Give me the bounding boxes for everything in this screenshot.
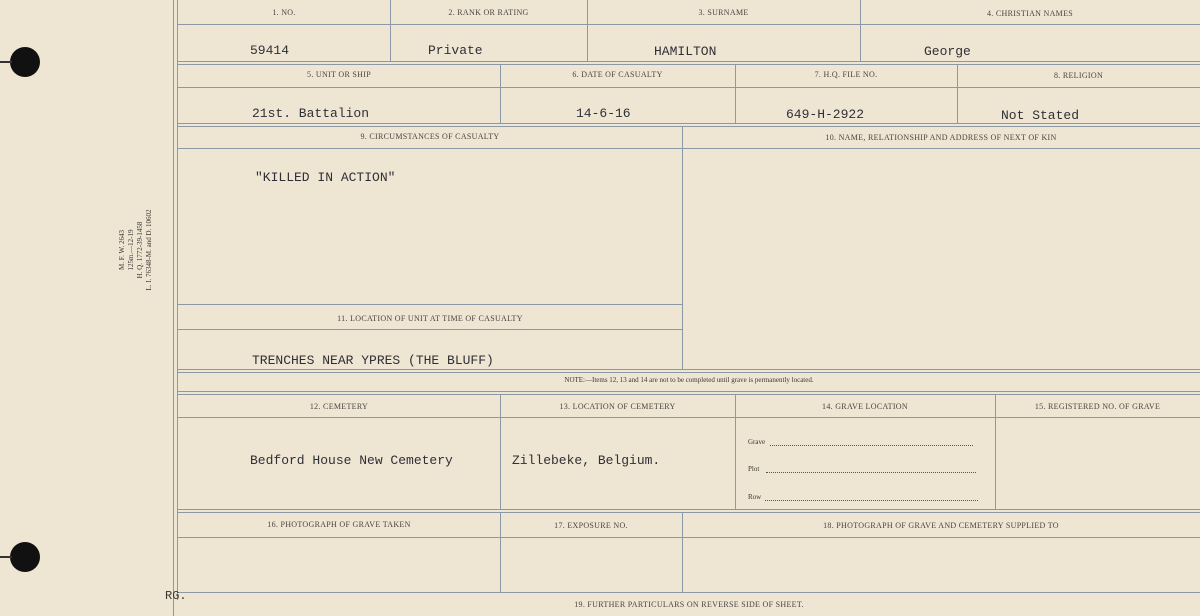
plot-field-label: Plot: [748, 465, 760, 473]
unit-label: 5. UNIT OR SHIP: [307, 70, 371, 79]
rank-value: Private: [428, 43, 483, 58]
row-field-label: Row: [748, 493, 762, 501]
form-code: H. Q. 1772-39-1458: [136, 221, 144, 279]
divider: [0, 61, 12, 63]
cemetery-value: Bedford House New Cemetery: [250, 453, 453, 468]
cemetery-location-label: 13. LOCATION OF CEMETERY: [559, 402, 676, 411]
file-value: 649-H-2922: [786, 107, 865, 122]
note-text: NOTE:—Items 12, 13 and 14 are not to be completed until grave is permanently located.: [564, 376, 814, 384]
photo-supplied-label: 18. PHOTOGRAPH OF GRAVE AND CEMETERY SUPPLIED TO: [823, 521, 1059, 530]
circumstances-label: 9. CIRCUMSTANCES OF CASUALTY: [360, 132, 500, 141]
surname-value: HAMILTON: [654, 44, 717, 59]
exposure-label: 17. EXPOSURE NO.: [554, 521, 628, 530]
no-label: 1. NO.: [272, 8, 296, 17]
cemetery-label: 12. CEMETERY: [309, 402, 369, 411]
date-value: 14-6-16: [576, 106, 631, 121]
grave-location-label: 14. GRAVE LOCATION: [822, 402, 908, 411]
rg-mark: RG.: [165, 589, 187, 603]
religion-value: Not Stated: [1001, 108, 1080, 123]
punch-hole: [10, 542, 40, 572]
divider: [0, 556, 12, 558]
form-code: L. I. 76348-M. and D. 10602: [145, 209, 153, 291]
no-value: 59414: [250, 43, 290, 58]
form-code: 125m.—12-19: [127, 229, 135, 271]
date-label: 6. DATE OF CASUALTY: [572, 70, 663, 79]
religion-label: 8. RELIGION: [1053, 71, 1104, 80]
christian-names-label: 4. CHRISTIAN NAMES: [986, 9, 1074, 18]
file-label: 7. H.Q. FILE NO.: [814, 70, 878, 79]
circumstances-value: "KILLED IN ACTION": [255, 170, 396, 185]
location-value: TRENCHES NEAR YPRES (THE BLUFF): [252, 353, 494, 368]
grave-field-label: Grave: [748, 438, 766, 446]
christian-names-value: George: [924, 44, 971, 59]
rank-label: 2. RANK OR RATING: [448, 8, 529, 17]
photo-taken-label: 16. PHOTOGRAPH OF GRAVE TAKEN: [267, 520, 411, 529]
form-codes: [118, 195, 154, 305]
location-label: 11. LOCATION OF UNIT AT TIME OF CASUALTY: [337, 314, 523, 323]
unit-value: 21st. Battalion: [252, 106, 370, 121]
cemetery-location-value: Zillebeke, Belgium.: [512, 453, 661, 468]
further-particulars: 19. FURTHER PARTICULARS ON REVERSE SIDE OF SHEET.: [574, 600, 804, 609]
form-code: M. F. W. 2643: [118, 230, 126, 270]
next-of-kin-label: 10. NAME, RELATIONSHIP AND ADDRESS OF NEXT OF KIN: [825, 133, 1057, 142]
registered-label: 15. REGISTERED NO. OF GRAVE: [1034, 402, 1161, 411]
surname-label: 3. SURNAME: [698, 8, 749, 17]
punch-hole: [10, 47, 40, 77]
